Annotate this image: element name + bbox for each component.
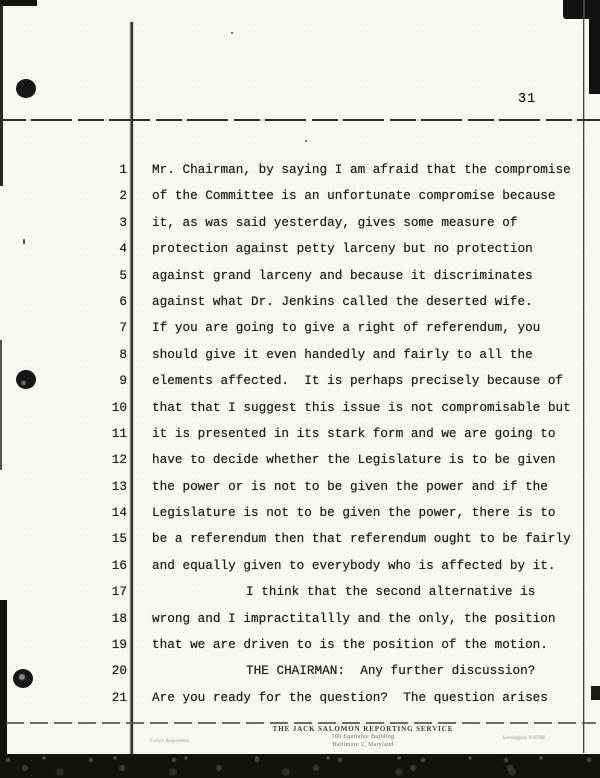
transcript-line: [0, 395, 600, 421]
transcript-line: [0, 658, 600, 684]
line-number: 7: [119, 320, 127, 336]
line-number: 13: [111, 478, 127, 494]
line-text: I think that the second alternative is: [246, 584, 536, 600]
footer-rule-dashed: [6, 722, 596, 724]
transcript-line: [0, 183, 600, 209]
footer-service-name: THE JACK SALOMON REPORTING SERVICE: [272, 725, 454, 733]
footer-service-city: Baltimore 2, Maryland: [332, 742, 394, 748]
line-text: it, as was said yesterday, gives some measure of: [152, 214, 518, 230]
line-number: 14: [111, 505, 127, 521]
line-number: 11: [111, 425, 127, 441]
scan-edge-right-band: [589, 0, 600, 94]
scan-background-band: [0, 754, 600, 778]
header-rule-dashed: [0, 119, 600, 121]
transcript-line: [0, 447, 600, 473]
transcript: [0, 157, 600, 711]
transcript-line: [0, 421, 600, 447]
footer-right-text: Lexington 9-6760: [503, 735, 546, 741]
line-text: that that I suggest this issue is not compromisable but: [152, 399, 571, 415]
line-text: wrong and I impractitallly and the only, the position: [152, 610, 556, 626]
line-number: 17: [111, 584, 127, 600]
line-number: 2: [119, 188, 127, 204]
line-text: protection against petty larceny but no protection: [152, 241, 533, 257]
transcript-line: [0, 289, 600, 315]
line-text: against what Dr. Jenkins called the deserted wife.: [152, 293, 533, 309]
ink-speck: [305, 140, 307, 142]
transcript-line: [0, 315, 600, 341]
line-text: that we are driven to is the position of the motion.: [152, 637, 548, 653]
line-text: If you are going to give a right of referendum, you: [152, 320, 541, 336]
transcript-line: [0, 579, 600, 605]
line-number: 12: [111, 452, 127, 468]
line-number: 4: [119, 241, 127, 257]
line-number: 3: [119, 214, 127, 230]
line-number: 16: [111, 557, 127, 573]
transcript-line: [0, 236, 600, 262]
line-number: 9: [119, 373, 127, 389]
line-text: Legislature is not to be given the power, there is to: [152, 505, 556, 521]
scan-edge-top-right: [563, 0, 591, 19]
page-number: 31: [518, 92, 537, 107]
footer-service-address: 100 Equitable Building: [331, 734, 395, 740]
line-number: 5: [119, 267, 127, 283]
line-text: and equally given to everybody who is affected by it.: [152, 557, 556, 573]
line-number: 21: [111, 689, 127, 705]
line-number: 19: [111, 637, 127, 653]
transcript-line: [0, 685, 600, 711]
line-text: should give it even handedly and fairly to all the: [152, 346, 533, 362]
scan-edge-top-left: [0, 0, 37, 6]
line-number: 8: [119, 346, 127, 362]
transcript-line: [0, 526, 600, 552]
transcript-line: [0, 553, 600, 579]
transcript-line: [0, 474, 600, 500]
line-text: Are you ready for the question? The question arises: [152, 689, 548, 705]
transcript-line: [0, 263, 600, 289]
line-text: elements affected. It is perhaps precisely because of: [152, 373, 564, 389]
hole-punch-top: [16, 79, 36, 98]
line-text: the power or is not to be given the power and if the: [152, 478, 548, 494]
line-number: 6: [119, 293, 127, 309]
footer-left-text: Court Reporters: [150, 738, 190, 744]
transcript-line: [0, 368, 600, 394]
line-text: it is presented in its stark form and we are going to: [152, 425, 556, 441]
line-number: 1: [119, 162, 127, 177]
line-text: have to decide whether the Legislature is to be given: [152, 452, 556, 468]
line-number: 15: [111, 531, 127, 547]
transcript-line: [0, 157, 600, 183]
line-text: Mr. Chairman, by saying I am afraid that the compromise: [152, 162, 571, 177]
ink-speck: [231, 32, 233, 34]
line-number: 20: [111, 663, 127, 679]
line-text: of the Committee is an unfortunate compromise because: [152, 188, 556, 204]
line-number: 10: [111, 399, 127, 415]
transcript-line: [0, 500, 600, 526]
transcript-line: [0, 606, 600, 632]
transcript-line: [0, 210, 600, 236]
transcript-line: [0, 342, 600, 368]
transcript-line: [0, 632, 600, 658]
line-number: 18: [111, 610, 127, 626]
line-text: against grand larceny and because it discriminates: [152, 267, 533, 283]
line-text: be a referendum then that referendum ought to be fairly: [152, 531, 571, 547]
line-text: THE CHAIRMAN: Any further discussion?: [246, 663, 536, 679]
